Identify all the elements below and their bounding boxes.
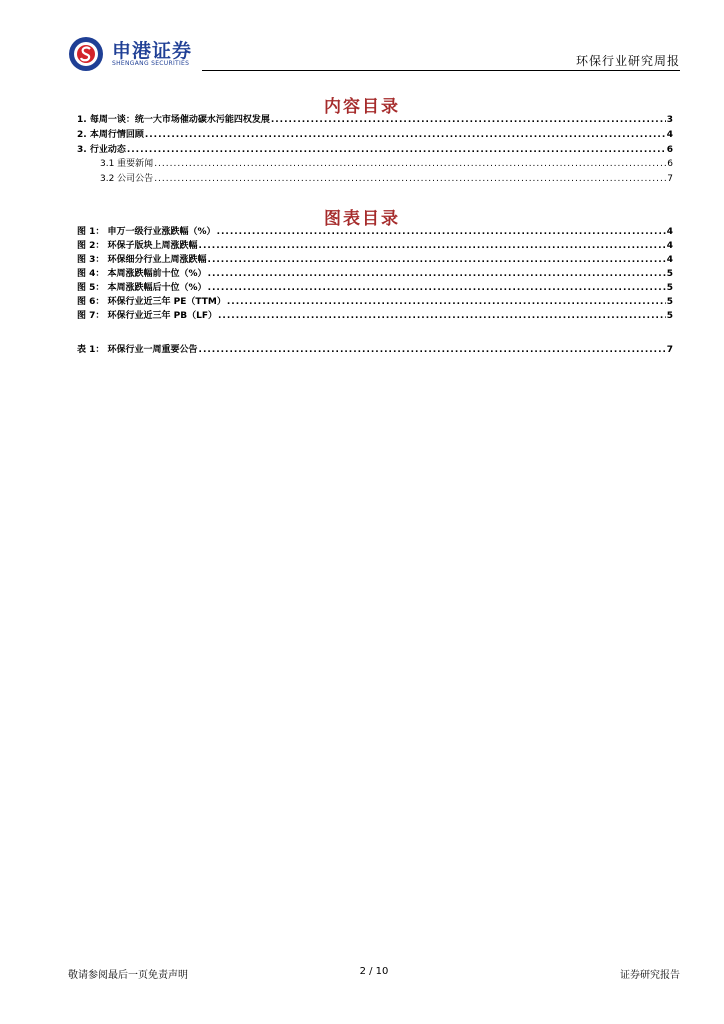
toc-leader bbox=[208, 268, 666, 280]
figure-item[interactable] bbox=[77, 282, 673, 294]
shengang-logo-icon bbox=[68, 36, 104, 72]
figure-item[interactable] bbox=[77, 254, 673, 266]
figure-item-page: 4 bbox=[666, 227, 673, 237]
figure-item[interactable] bbox=[77, 310, 673, 322]
toc-leader bbox=[127, 144, 666, 156]
toc-leader bbox=[208, 282, 666, 294]
toc-leader bbox=[218, 310, 666, 322]
figure-item-page: 5 bbox=[666, 283, 673, 293]
toc-leader bbox=[208, 254, 666, 266]
page-number: 2 / 10 bbox=[359, 966, 389, 977]
toc-item-label: 2. 本周行情回顾 bbox=[77, 130, 144, 140]
brand-name: 申港证券 bbox=[112, 40, 193, 62]
table-item-page: 7 bbox=[666, 345, 673, 355]
figure-item-label: 图 7： 环保行业近三年 PB（LF） bbox=[77, 311, 218, 321]
figure-item-page: 5 bbox=[666, 297, 673, 307]
toc-item-page: 7 bbox=[667, 174, 673, 184]
toc-item-label: 1. 每周一谈：统一大市场催动碳水污能四权发展 bbox=[77, 115, 270, 125]
toc-item-label: 3. 行业动态 bbox=[77, 145, 126, 155]
figure-item-label: 图 4： 本周涨跌幅前十位（%） bbox=[77, 269, 207, 279]
toc-item-label: 3.2 公司公告 bbox=[100, 174, 154, 184]
toc-leader bbox=[271, 114, 666, 126]
figure-item-page: 4 bbox=[666, 255, 673, 265]
toc-leader bbox=[199, 240, 666, 252]
toc-item-page: 4 bbox=[666, 130, 673, 140]
header-divider bbox=[202, 70, 680, 71]
toc-item[interactable] bbox=[77, 144, 673, 156]
toc-leader bbox=[154, 158, 666, 170]
toc-title: 内容目录 bbox=[324, 97, 400, 117]
figure-item-label: 图 6： 环保行业近三年 PE（TTM） bbox=[77, 297, 226, 307]
figure-item-page: 4 bbox=[666, 241, 673, 251]
figure-item[interactable] bbox=[77, 268, 673, 280]
figures-title: 图表目录 bbox=[324, 209, 400, 229]
figure-item[interactable] bbox=[77, 240, 673, 252]
table-item[interactable] bbox=[77, 344, 673, 356]
toc-item-label: 3.1 重要新闻 bbox=[100, 159, 154, 169]
figure-item-page: 5 bbox=[666, 311, 673, 321]
toc-subitem[interactable] bbox=[100, 158, 673, 170]
page-header bbox=[68, 30, 680, 72]
figure-item-label: 图 3： 环保细分行业上周涨跌幅 bbox=[77, 255, 207, 265]
figure-item-label: 图 1： 申万一级行业涨跌幅（%） bbox=[77, 227, 216, 237]
toc-item-page: 6 bbox=[667, 159, 673, 169]
disclaimer-note: 敬请参阅最后一页免责声明 bbox=[68, 970, 188, 981]
toc-leader bbox=[199, 344, 666, 356]
toc-item-page: 3 bbox=[666, 115, 673, 125]
toc-item-page: 6 bbox=[666, 145, 673, 155]
report-type: 证券研究报告 bbox=[620, 970, 680, 981]
toc-item[interactable] bbox=[77, 114, 673, 126]
figure-item[interactable] bbox=[77, 226, 673, 238]
toc-leader bbox=[154, 173, 666, 185]
figure-item-label: 图 2： 环保子版块上周涨跌幅 bbox=[77, 241, 198, 251]
figure-item[interactable] bbox=[77, 296, 673, 308]
toc-subitem[interactable] bbox=[100, 173, 673, 185]
toc-leader bbox=[227, 296, 666, 308]
document-type: 环保行业研究周报 bbox=[575, 54, 680, 68]
toc-leader bbox=[217, 226, 666, 238]
toc-item[interactable] bbox=[77, 129, 673, 141]
figure-item-label: 图 5： 本周涨跌幅后十位（%） bbox=[77, 283, 207, 293]
figure-item-page: 5 bbox=[666, 269, 673, 279]
table-item-label: 表 1： 环保行业一周重要公告 bbox=[77, 345, 198, 355]
toc-leader bbox=[145, 129, 666, 141]
brand-name-english: SHENGANG SECURITIES bbox=[112, 60, 190, 67]
